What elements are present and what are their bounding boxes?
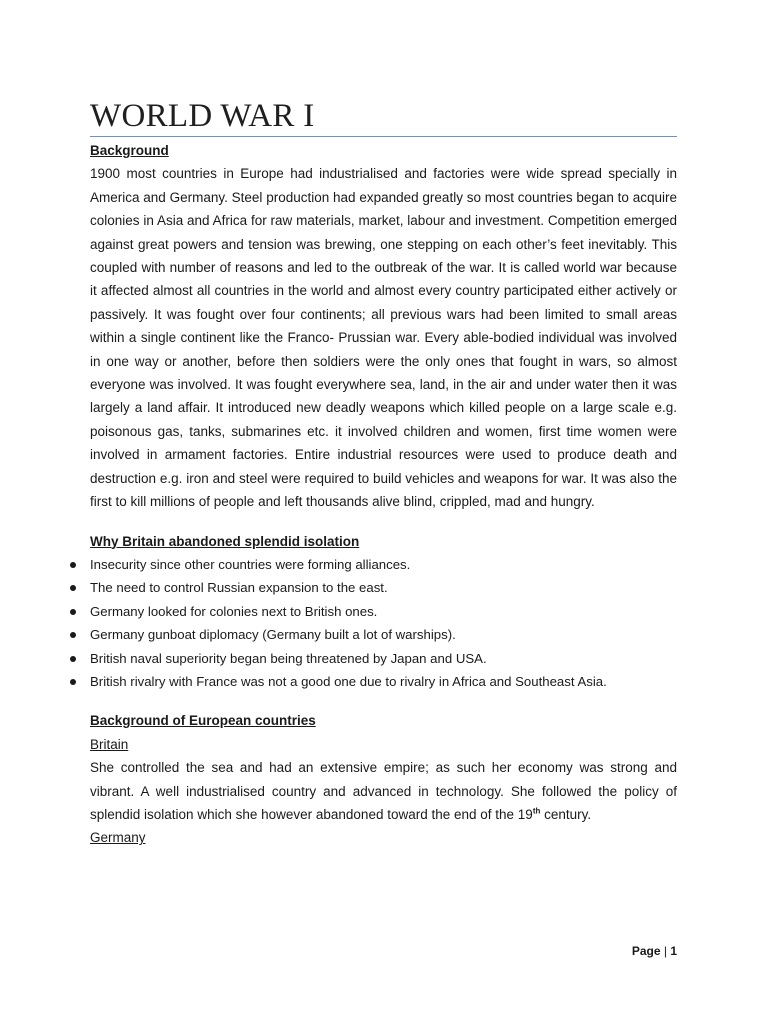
list-item-text: Germany looked for colonies next to British ones. — [90, 603, 378, 619]
document-page — [90, 0, 677, 1024]
list-item — [90, 647, 677, 670]
list-item-text: Insecurity since other countries were forming alliances. — [90, 556, 411, 572]
list-item-text: Germany gunboat diplomacy (Germany built a lot of warships). — [90, 627, 456, 643]
list-item — [90, 623, 677, 646]
britain-paragraph-end: century. — [540, 806, 592, 822]
title-divider — [90, 136, 677, 137]
ordinal-superscript: th — [532, 806, 541, 816]
bullet-icon — [70, 632, 76, 638]
list-item-text: British rivalry with France was not a good one due to rivalry in Africa and Southeast Asia. — [90, 673, 607, 689]
britain-paragraph — [90, 756, 677, 826]
isolation-heading: Why Britain abandoned splendid isolation — [90, 533, 360, 549]
page-separator: | — [660, 944, 671, 958]
bullet-icon — [70, 609, 76, 615]
page-title: WORLD WAR I — [90, 98, 315, 134]
document-body — [90, 139, 677, 850]
list-item — [90, 576, 677, 599]
bullet-icon — [70, 562, 76, 568]
section-spacer — [90, 693, 677, 709]
germany-subheading: Germany — [90, 830, 146, 846]
page-number: 1 — [670, 944, 677, 958]
list-item — [90, 600, 677, 623]
section-spacer — [90, 514, 677, 530]
list-item-text: British naval superiority began being threatened by Japan and USA. — [90, 650, 487, 666]
page-label: Page — [631, 944, 661, 958]
background-heading: Background — [90, 143, 169, 158]
list-item — [90, 553, 677, 576]
bullet-icon — [70, 679, 76, 685]
list-item — [90, 670, 677, 693]
background-paragraph: 1900 most countries in Europe had industrialised and factories were wide spread specially in America and Germany. Steel production had expanded greatly so most countries began to acquire colonies in Asia and Africa for raw materials, market, labour and investment. Competition emerged against great powers and tension was brewing, one stepping on each other’s feet inevitably. This coupled with number of reasons and led to the outbreak of the war. It is called world war because it affected almost all countries in the world and almost every country participated either actively or passively. It was fought over four continents; all previous wars had been limited to small areas within a single continent like the Franco- Prussian war. Every able-bodied individual was involved in one way or another, before then soldiers were the only ones that fought in wars, so almost everyone was involved. It was fought everywhere sea, land, in the air and under water then it was largely a land affair. It introduced new deadly weapons which killed people on a large scale e.g. poisonous gas, tanks, submarines etc. it involved children and women, first time women were involved in armament factories. Entire industrial resources were used to produce death and destruction e.g. iron and steel were required to build vehicles and weapons for war. It was also the first to kill millions of people and left thousands alive blind, crippled, mad and hungry. — [90, 166, 677, 510]
britain-paragraph-main: She controlled the sea and had an extensive empire; as such her economy was strong and vibrant. A well industrialised country and advanced in technology. She followed the policy of splendid isolation which she however abandoned toward the end of the 19 — [90, 760, 677, 822]
isolation-bullet-list — [90, 553, 677, 693]
list-item-text: The need to control Russian expansion to the east. — [90, 580, 388, 596]
bullet-icon — [70, 585, 76, 591]
bullet-icon — [70, 656, 76, 662]
britain-subheading: Britain — [90, 736, 129, 752]
page-footer — [632, 941, 677, 961]
european-heading: Background of European countries — [90, 713, 316, 729]
